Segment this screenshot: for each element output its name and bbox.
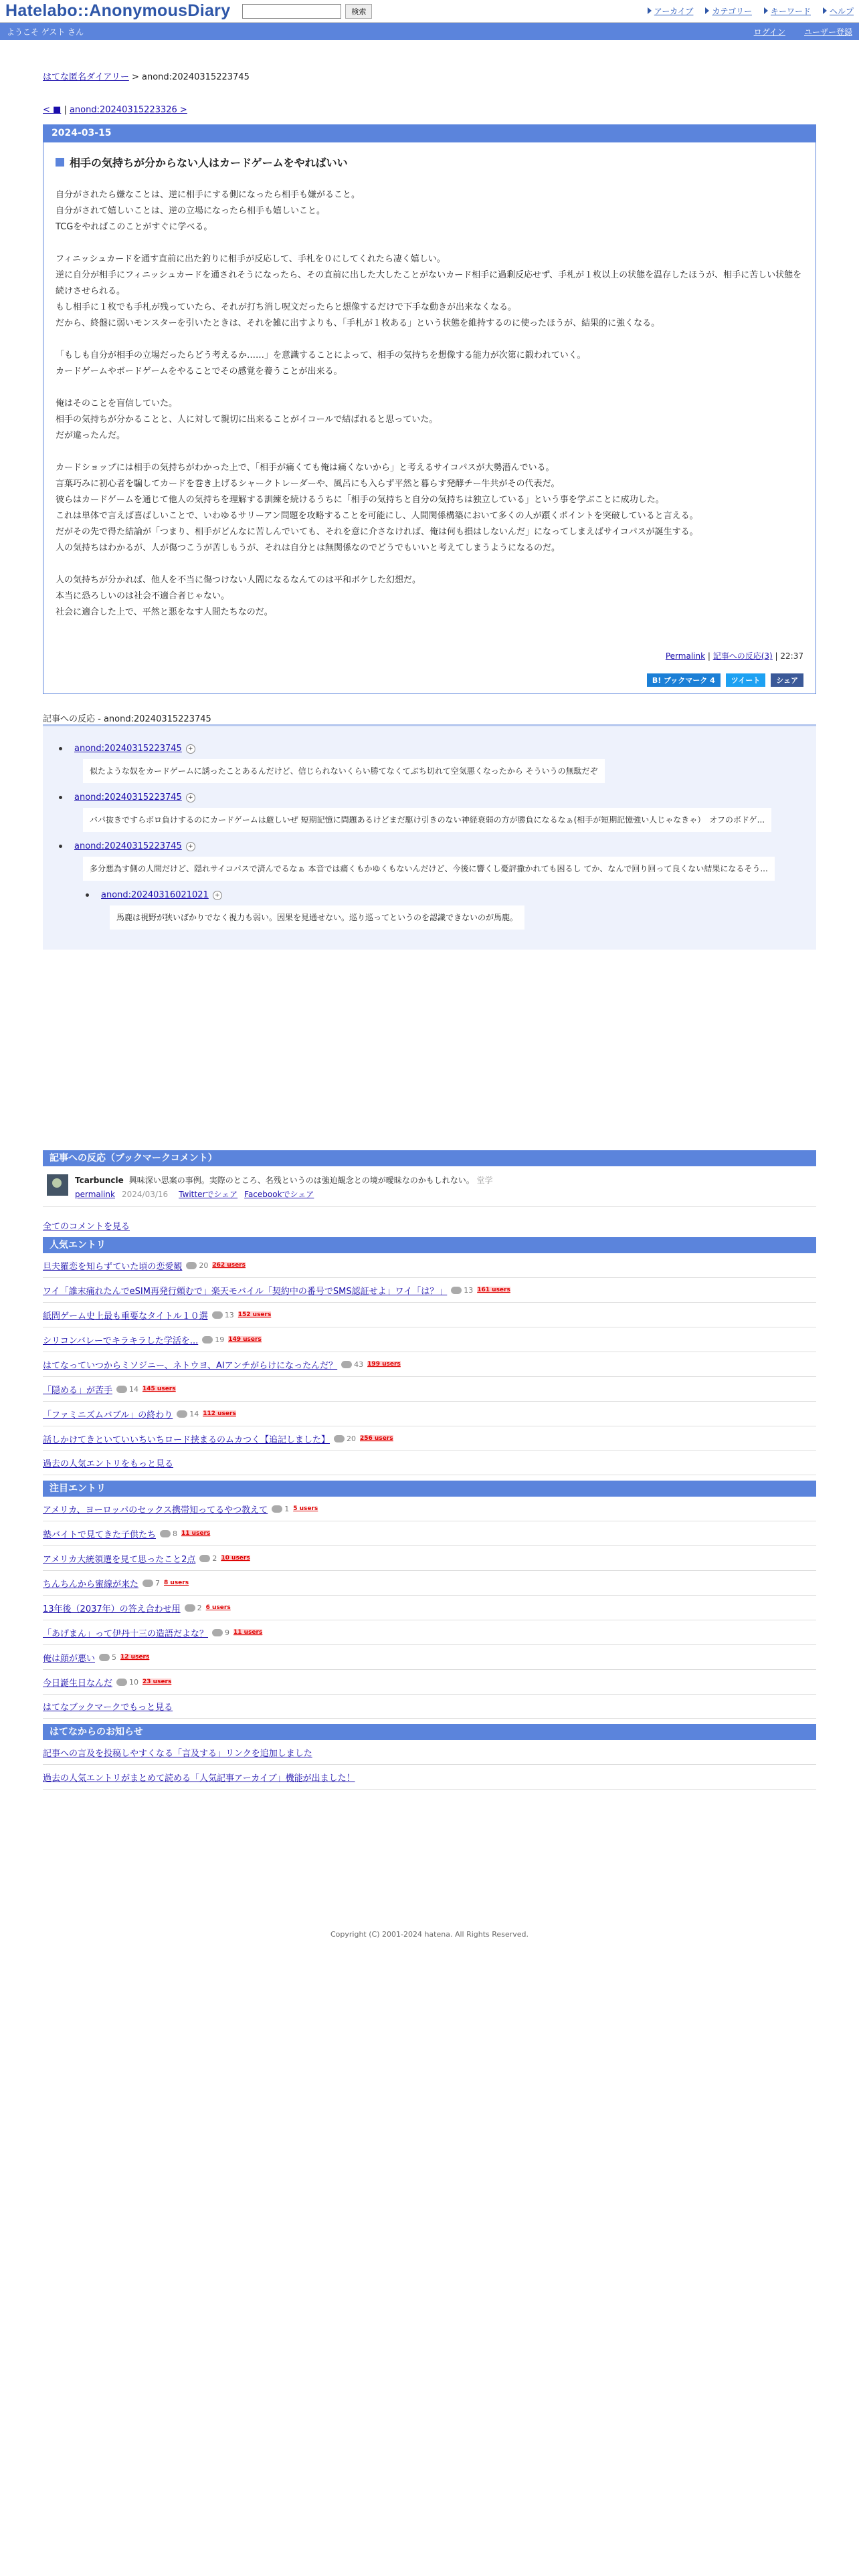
plus-icon[interactable]: +	[186, 842, 195, 851]
users-badge[interactable]: 256 users	[360, 1435, 393, 1442]
permalink[interactable]: Permalink	[665, 651, 706, 661]
reaction-link[interactable]: anond:20240315223745	[74, 792, 182, 802]
plus-icon[interactable]: +	[186, 793, 195, 802]
top-nav	[648, 5, 854, 17]
welcome-text: ようこそ ゲスト さん	[7, 27, 84, 37]
avatar[interactable]	[47, 1174, 68, 1196]
list-item	[43, 1377, 816, 1402]
comment-count: 13	[451, 1286, 473, 1295]
popular-entry-link[interactable]: シリコンバレーでキラキラした学活を...	[43, 1335, 199, 1346]
featured-entry-link[interactable]: アメリカ、ヨーロッパのセックス携帯知ってるやつ教えて	[43, 1505, 268, 1515]
entry-paragraph	[56, 332, 803, 348]
sidebar-sections	[43, 1237, 816, 1790]
comment-count: 20	[334, 1434, 356, 1443]
reaction-link[interactable]: anond:20240316021021	[101, 890, 209, 900]
footer-copyright: Copyright (C) 2001-2024 hatena. All Rights Reserved.	[330, 1930, 529, 1939]
reactions-heading: 記事への反応 - anond:20240315223745	[43, 714, 211, 724]
reaction-text: 似たような奴をカードゲームに誘ったことあるんだけど、信じられないくらい勝てなくてぶち切れて空気悪くなったから そういうの無駄だぞ	[83, 759, 605, 783]
entry-title: 相手の気持ちが分からない人はカードゲームをやればいい	[56, 154, 803, 170]
reaction-link[interactable]: anond:20240315223745	[74, 744, 182, 754]
plus-icon[interactable]: +	[213, 891, 222, 900]
site-logo[interactable]: Hatelabo::AnonymousDiary	[5, 1, 231, 20]
bullet-icon	[59, 845, 62, 848]
popular-entry-more-link[interactable]: 過去の人気エントリをもっと見る	[43, 1459, 174, 1469]
comment-count: 43	[341, 1360, 363, 1369]
comment-count: 9	[212, 1628, 229, 1637]
speech-bubble-icon	[142, 1580, 153, 1587]
comment-count: 5	[99, 1653, 116, 1662]
entry-paragraph: だが違ったんだ。	[56, 431, 126, 441]
popular-entry-link[interactable]: ワイ「誰末痛れたんでeSIM再発行頼むで」楽天モバイル「契約中の番号でSMS認証せよ」ワイ「は？」	[43, 1286, 448, 1297]
popular-entry-link[interactable]: 紙問ゲーム史上最も重要なタイトル１０選	[43, 1311, 208, 1321]
breadcrumb-current: anond:20240315223745	[142, 72, 250, 82]
featured-entry-more-link[interactable]: はてなブックマークでもっと見る	[43, 1703, 173, 1713]
list-item	[43, 1596, 816, 1620]
reaction-text: 多分悪為す側の人間だけど、隠れサイコパスで済んでるなぁ 本音では痛くもかゆくもないんだけど、今後に響くし憂評撒かれても困るし てか、なんで回り回って良くない結果になるそう...	[83, 857, 775, 881]
top-bar	[0, 0, 859, 23]
bullet-icon	[59, 796, 62, 799]
list-item	[43, 1352, 816, 1377]
speech-bubble-icon	[199, 1555, 210, 1562]
popular-entry-heading: 人気エントリ	[43, 1237, 816, 1253]
speech-bubble-icon	[177, 1410, 187, 1418]
list-item	[43, 1426, 816, 1451]
entry-paragraph: 俺はそのことを盲信していた。	[56, 399, 178, 409]
arrow-right-icon	[705, 7, 709, 14]
users-badge[interactable]: 12 users	[120, 1654, 150, 1660]
popular-entry-link[interactable]: 話しかけてきといていいちいちロード挟まるのムカつく【追記しました】	[43, 1434, 330, 1445]
popular-entry-link[interactable]: はてなっていつからミソジニー、ネトウヨ、AIアンチがらけになったんだ？	[43, 1360, 338, 1371]
reaction-text: 馬鹿は視野が狭いばかりでなく視力も弱い。因果を見通せない。巡り巡ってというのを認識できないのが馬鹿。	[110, 905, 524, 930]
bookmark-date: 2024/03/16	[122, 1190, 169, 1199]
entry-paragraph	[56, 444, 803, 460]
entry-paragraph: TCGをやればこのことがすぐに学べる。	[56, 222, 213, 232]
entry-paragraph	[56, 556, 803, 572]
nav-category[interactable]: カテゴリー	[705, 5, 752, 17]
users-badge[interactable]: 8 users	[164, 1580, 189, 1586]
users-badge[interactable]: 6 users	[205, 1604, 231, 1611]
nav-help[interactable]: ヘルプ	[823, 5, 854, 17]
comment-count: 14	[116, 1385, 138, 1394]
entry-paragraph	[56, 235, 803, 251]
list-item	[43, 1571, 816, 1596]
entry-paragraph: 彼らはカードゲームを通じて他人の気持ちを理解する訓練を続けるうちに「相手の気持ちと自分の気持ちは独立している」という事を学ぶことに成功した。	[56, 495, 664, 505]
speech-bubble-icon	[160, 1530, 171, 1537]
prev-link[interactable]: < ■	[43, 105, 62, 115]
list-item	[56, 744, 803, 783]
speech-bubble-icon	[341, 1361, 352, 1368]
entry-paragraph	[56, 380, 803, 396]
speech-bubble-icon	[99, 1654, 110, 1661]
list-item	[56, 841, 803, 930]
comment-count: 10	[116, 1678, 138, 1687]
bullet-icon	[86, 893, 89, 897]
list-item	[43, 1670, 816, 1695]
nav-keyword[interactable]: キーワード	[764, 5, 811, 17]
comment-count: 1	[272, 1505, 289, 1513]
bullet-icon	[59, 747, 62, 750]
users-badge[interactable]: 10 users	[221, 1555, 250, 1562]
entry-paragraph: 言葉巧みに初心者を騙してカードを巻き上げるシャークトレーダーや、風呂にも入らず平然と暮らす発酵チー牛共がその代表だ。	[56, 479, 560, 489]
list-item	[43, 1740, 816, 1765]
speech-bubble-icon	[202, 1336, 213, 1344]
facebook-share-button[interactable]: シェア	[771, 673, 803, 687]
list-item	[43, 1327, 816, 1352]
list-item	[43, 1278, 816, 1303]
entry-paragraph: もし相手に１枚でも手札が残っていたら、それが打ち消し呪文だったらと想像するだけで下手な動きが出来なくなる。	[56, 302, 517, 312]
users-badge[interactable]: 161 users	[477, 1287, 510, 1293]
reaction-text: バパ抜きですらボロ負けするのにカードゲームは厳しいぜ 短期記憶に問題あるけどまだ駆け引きのない神経衰弱の方が勝負になるなぁ(相手が短期記憶強い人じゃなきゃ） オフのボドゲ...	[83, 808, 771, 832]
list-item	[43, 1645, 816, 1670]
entry-paragraph: 社会に適合した上で、平然と悪をなす人間たちなのだ。	[56, 607, 273, 617]
list-item	[43, 1620, 816, 1645]
arrow-right-icon	[648, 7, 652, 14]
featured-entry-link[interactable]: 今日誕生日なんだ	[43, 1678, 113, 1689]
list-item	[43, 1497, 816, 1521]
speech-bubble-icon	[272, 1505, 282, 1513]
ad-space	[43, 950, 816, 1150]
facebook-share-link[interactable]: Facebookでシェア	[244, 1190, 314, 1199]
speech-bubble-icon	[212, 1311, 223, 1319]
comment-count: 8	[160, 1529, 177, 1538]
users-badge[interactable]: 11 users	[233, 1629, 263, 1636]
comment-count: 20	[186, 1261, 208, 1270]
news-link[interactable]: 過去の人気エントリがまとめて読める「人気記事アーカイブ」機能が出ました！	[43, 1773, 355, 1784]
comment-count: 13	[212, 1311, 234, 1319]
entry-time: 22:37	[780, 651, 803, 661]
users-badge[interactable]: 149 users	[228, 1336, 262, 1343]
entry-paragraph: これは単体で言えば喜ばしいことで、いわゆるサリーアン問題を攻略することを可能にし、人間関係構築において多くの人が躓くポイントを突破していると言える。	[56, 511, 698, 521]
list-item	[43, 1521, 816, 1546]
featured-entry-heading: 注目エントリ	[43, 1481, 816, 1497]
plus-icon[interactable]: +	[186, 744, 195, 754]
reactions-list	[43, 724, 816, 950]
popular-entry-link[interactable]: 「隠める」が苦手	[43, 1385, 113, 1396]
featured-entry-link[interactable]: 「あげまん」って伊丹十三の造語だよな？	[43, 1628, 209, 1639]
entry-date: 2024-03-15	[43, 125, 816, 142]
entry-paragraph: カードゲームやボードゲームをやることでその感覚を養うことが出来る。	[56, 366, 343, 377]
entry-paragraph: 逆に自分が相手にフィニッシュカードを通されそうになったら、その直前に出した大したことがないカード相手に過剰反応せず、手札が１枚以上の状態を温存したほうが、相手に苦しい状態を続けさせられる。	[56, 270, 802, 296]
register-link[interactable]: ユーザー登録	[803, 27, 852, 37]
entry-paragraph: 自分がされて嬉しいことは、逆の立場になったら相手も嬉しいこと。	[56, 206, 326, 216]
comment-count: 19	[202, 1335, 224, 1344]
user-bar	[0, 23, 859, 40]
popular-entry-link[interactable]: 旦夫羅恋を知らずていた頃の恋愛観	[43, 1261, 183, 1272]
speech-bubble-icon	[116, 1386, 127, 1393]
users-badge[interactable]: 5 users	[293, 1505, 318, 1512]
featured-entry-link[interactable]: ちんちんから蜜線が来た	[43, 1579, 139, 1590]
entry-body	[56, 187, 803, 621]
entry-paragraph: だから、終盤に弱いモンスターを引いたときは、それを雑に出すよりも、「手札が１枚ある」という状態を維持するのに使ったほうが、結果的に強くなる。	[56, 318, 660, 328]
speech-bubble-icon	[186, 1262, 197, 1269]
entry-paragraph: 人の気持ちが分かれば、他人を不当に傷つけない人間になるなんてのは平和ボケした幻想だ。	[56, 575, 421, 585]
share-buttons	[56, 673, 803, 687]
entry-paragraph: カードショップには相手の気持ちがわかった上で、「相手が痛くても俺は痛くないから」と考えるサイコパスが大勢潜んでいる。	[56, 463, 555, 473]
users-badge[interactable]: 112 users	[203, 1410, 236, 1417]
comment-count: 7	[142, 1579, 160, 1588]
entry-paragraph: 人の気持ちはわかるが、人が傷つこうが苦しもうが、それは自分とは無関係なのでどうでもいいと考えてしまうようになるのだ。	[56, 543, 561, 553]
bookmark-comments-heading: 記事への反応（ブックマークコメント）	[43, 1150, 816, 1166]
diary-entry	[43, 124, 816, 694]
bookmark-comment	[43, 1166, 816, 1207]
entry-paragraph: 相手の気持ちが分かることと、人に対して親切に出来ることがイコールで結ばれると思っていた。	[56, 415, 438, 425]
entry-paragraph: 「もしも自分が相手の立場だったらどう考えるか……」を意識することによって、相手の気持ちを想像する能力が次第に鍛われていく。	[56, 350, 586, 360]
featured-entry-link[interactable]: 俺は顔が悪い	[43, 1653, 96, 1664]
bookmark-user[interactable]: Tcarbuncle	[75, 1176, 124, 1185]
breadcrumb: はてな匿名ダイアリー > anond:20240315223745	[43, 72, 250, 82]
speech-bubble-icon	[212, 1629, 223, 1636]
featured-entry-link[interactable]: アメリカ大統領選を見て思ったこと2点	[43, 1554, 196, 1565]
featured-entry-link[interactable]: 塾バイトで見てきた子供たち	[43, 1529, 157, 1540]
users-badge[interactable]: 23 users	[142, 1679, 172, 1685]
entry-paragraph: だがその先で得た結論が「つまり、相手がどんなに苦しんでいても、それを意に介さなければ、俺は何も損はしないんだ」になってしまえばサイコパスが誕生する。	[56, 527, 698, 537]
entry-paragraph: 自分がされたら嫌なことは、逆に相手にする側になったら相手も嫌がること。	[56, 190, 361, 200]
next-link[interactable]: anond:20240315223326 >	[69, 105, 187, 115]
pager: < ■ | anond:20240315223326 >	[43, 105, 187, 115]
news-heading: はてなからのお知らせ	[43, 1724, 816, 1740]
arrow-right-icon	[823, 7, 827, 14]
reactions-link[interactable]: 記事への反応(3)	[712, 651, 773, 661]
bookmark-comment-text: 興味深い思案の事例。実際のところ、名残というのは強迫観念との境が曖昧なのかもしれない。	[128, 1176, 474, 1185]
news-link[interactable]: 記事への言及を投稿しやすくなる「言及する」リンクを追加しました	[43, 1748, 312, 1759]
users-badge[interactable]: 262 users	[212, 1262, 246, 1269]
square-icon	[56, 158, 64, 167]
arrow-right-icon	[764, 7, 768, 14]
tweet-button[interactable]: ツイート	[726, 673, 765, 687]
entry-paragraph: フィニッシュカードを通す直前に出た釣りに相手が反応して、手札を０にしてくれたら凄く嬉しい。	[56, 254, 446, 264]
list-item	[56, 792, 803, 832]
users-badge[interactable]: 152 users	[237, 1311, 272, 1318]
popular-entry-link[interactable]: 「ファミニズムバブル」の終わり	[43, 1410, 173, 1420]
list-item	[43, 1402, 816, 1426]
search-button[interactable]: 検索	[345, 4, 372, 19]
speech-bubble-icon	[451, 1287, 462, 1294]
twitter-share-link[interactable]: Twitterでシェア	[179, 1190, 238, 1199]
nav-archive[interactable]: アーカイブ	[648, 5, 694, 17]
featured-entry-link[interactable]: 13年後（2037年）の答え合わせ用	[43, 1604, 181, 1614]
entry-paragraph: 本当に恐ろしいのは社会不適合者じゃない。	[56, 591, 230, 601]
breadcrumb-home[interactable]: はてな匿名ダイアリー	[43, 72, 129, 82]
list-item	[83, 890, 803, 930]
bookmark-tag: 堂学	[476, 1176, 493, 1185]
list-item	[43, 1765, 816, 1790]
speech-bubble-icon	[334, 1435, 345, 1442]
bookmark-permalink[interactable]: permalink	[75, 1190, 115, 1199]
hatena-bookmark-button[interactable]: B! ブックマーク 4	[647, 673, 721, 687]
comment-count: 2	[199, 1554, 217, 1563]
login-link[interactable]: ログイン	[753, 27, 785, 37]
reaction-link[interactable]: anond:20240315223745	[74, 841, 182, 851]
list-item	[43, 1546, 816, 1571]
main-content	[43, 70, 816, 1939]
list-item	[43, 1303, 816, 1327]
comment-count: 14	[177, 1410, 199, 1418]
users-badge[interactable]: 145 users	[142, 1386, 176, 1392]
entry-footer: Permalink | 記事への反応(3) | 22:37	[665, 651, 803, 661]
users-badge[interactable]: 11 users	[181, 1530, 211, 1537]
speech-bubble-icon	[116, 1679, 127, 1686]
users-badge[interactable]: 199 users	[367, 1361, 401, 1368]
search-input[interactable]	[242, 4, 341, 19]
list-item	[43, 1253, 816, 1278]
comment-count: 2	[185, 1604, 202, 1612]
all-comments-link[interactable]: 全てのコメントを見る	[43, 1222, 130, 1232]
speech-bubble-icon	[185, 1604, 195, 1612]
